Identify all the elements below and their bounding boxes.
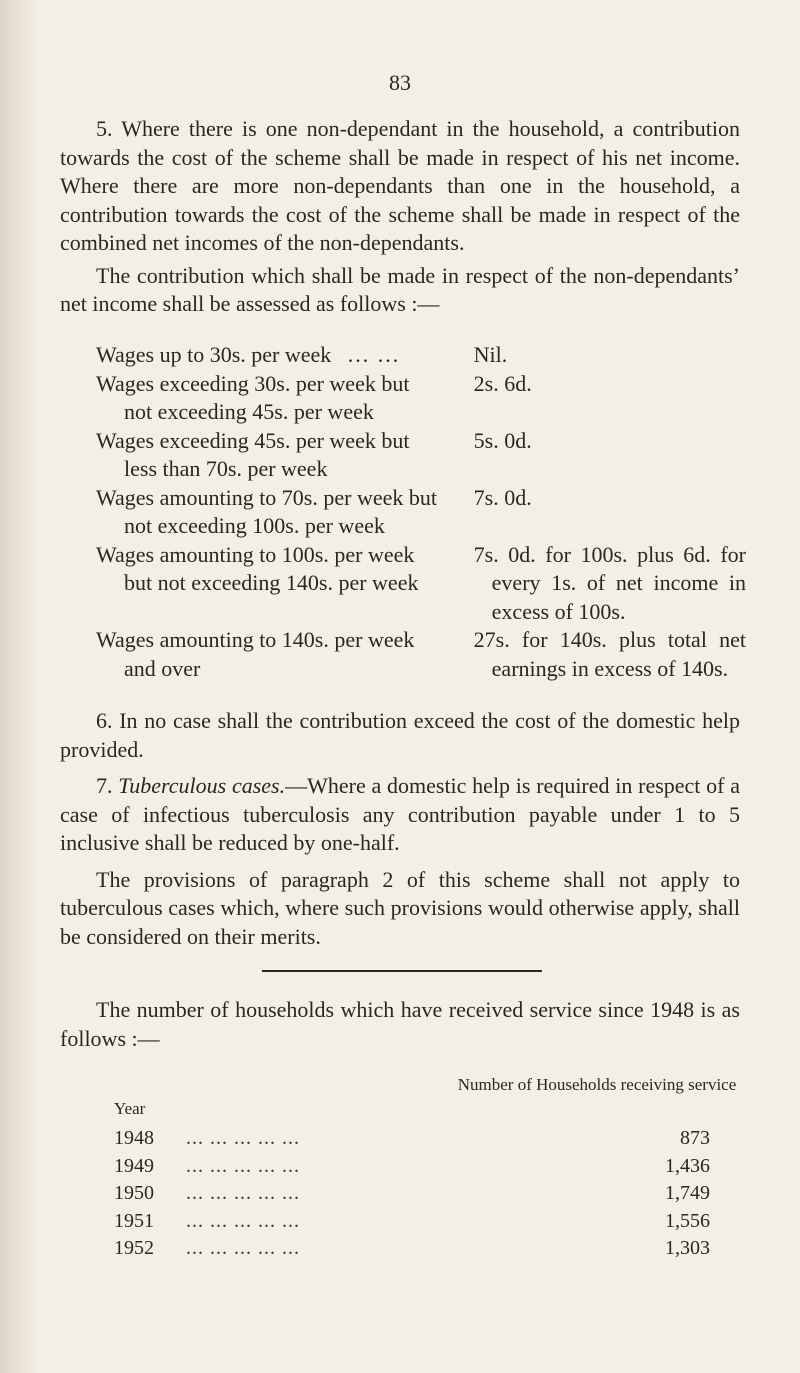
households-table-header	[104, 1075, 737, 1125]
paragraph-7-number: 7.	[96, 773, 113, 798]
leader-dots: ... ... ... ... ...	[186, 1237, 300, 1259]
wage-description: Wages exceeding 30s. per week but not exceeding 45s. per week	[96, 370, 410, 424]
leader-dots: ... ... ... ... ...	[186, 1209, 300, 1232]
count-cell: 873	[680, 1127, 710, 1149]
table-row	[104, 1125, 710, 1153]
paragraph-6-text: 6. In no case shall the contribution exceed the cost of the domestic help provided.	[60, 708, 740, 762]
wage-row	[96, 484, 746, 541]
wage-description: Wages amounting to 100s. per week but not exceeding 140s. per week	[96, 541, 419, 595]
wage-description: Wages amounting to 70s. per week but not exceeding 100s. per week	[96, 484, 437, 538]
households-intro-text: The number of households which have received service since 1948 is as follows :—	[60, 997, 740, 1051]
paragraph-5-text: 5. Where there is one non-dependant in the household, a contribution towards the cost of the scheme shall be made in respect of his net income. Where there are more non-dependants than one in the household, a contribution towards the cost of the scheme shall be made in respect of the combined net incomes of the non-dependants.	[60, 116, 740, 255]
wage-leader-dots: ... ...	[347, 342, 401, 367]
paragraph-7-provisions: The provisions of paragraph 2 of this scheme shall not apply to tuberculous cases which, where such provisions would otherwise apply, shall be considered on their merits.	[60, 866, 740, 949]
wage-row	[96, 341, 746, 370]
wage-description: Wages amounting to 140s. per week and over	[96, 627, 415, 681]
wage-amount: 5s. 0d.	[473, 427, 532, 453]
column-header-year: Year	[114, 1099, 146, 1118]
table-row	[104, 1235, 710, 1263]
leader-dots: ... ... ... ... ...	[186, 1154, 300, 1177]
leader-dots: ... ... ... ... ...	[186, 1127, 300, 1149]
wage-amount: 7s. 0d.	[473, 484, 532, 510]
wage-amount: Nil.	[473, 342, 508, 367]
wage-description: Wages exceeding 45s. per week but less than 70s. per week	[96, 427, 410, 481]
year-cell: 1952	[114, 1237, 154, 1259]
count-cell: 1,556	[665, 1209, 710, 1232]
count-cell: 1,436	[665, 1154, 710, 1177]
page-edge-shadow	[0, 0, 40, 1373]
paragraph-5	[60, 115, 740, 319]
wage-amount: 7s. 0d. for 100s. plus 6d. for every 1s. of net income in excess of 100s.	[473, 541, 746, 624]
table-row	[104, 1208, 710, 1236]
wage-amount: 27s. for 140s. plus total net earnings in excess of 140s.	[473, 627, 746, 681]
year-cell: 1950	[114, 1182, 154, 1204]
year-cell: 1948	[114, 1127, 154, 1149]
count-cell: 1,303	[665, 1237, 710, 1259]
wage-scale-table	[96, 341, 746, 683]
paragraph-7-body: —Where a domestic help is required in respect of a case of infectious tuberculosis any contribution payable under 1 to 5 inclusive shall be reduced by one-half.	[60, 773, 741, 855]
households-table	[104, 1075, 737, 1263]
count-cell: 1,749	[665, 1182, 710, 1204]
year-cell: 1949	[114, 1154, 154, 1177]
wage-row	[96, 427, 746, 484]
wage-row	[96, 626, 746, 683]
column-header-households: Number of Households receiving service	[457, 1075, 737, 1094]
paragraphs-6-7	[60, 707, 740, 951]
page-number: 83	[389, 70, 411, 95]
paragraph-5-assessment: The contribution which shall be made in respect of the non-dependants’ net income shall be assessed as follows :—	[60, 262, 740, 316]
year-cell: 1951	[114, 1209, 154, 1232]
wage-row	[96, 541, 746, 627]
households-intro	[60, 996, 740, 1053]
section-divider	[262, 970, 542, 972]
wage-description: Wages up to 30s. per week	[96, 342, 332, 367]
wage-amount: 2s. 6d.	[473, 370, 532, 396]
wage-row	[96, 370, 746, 427]
paragraph-7-title: Tuberculous cases.	[118, 773, 286, 798]
paragraph-7-text	[60, 772, 740, 858]
leader-dots: ... ... ... ... ...	[186, 1182, 300, 1204]
table-row	[104, 1153, 710, 1181]
table-row	[104, 1180, 710, 1208]
